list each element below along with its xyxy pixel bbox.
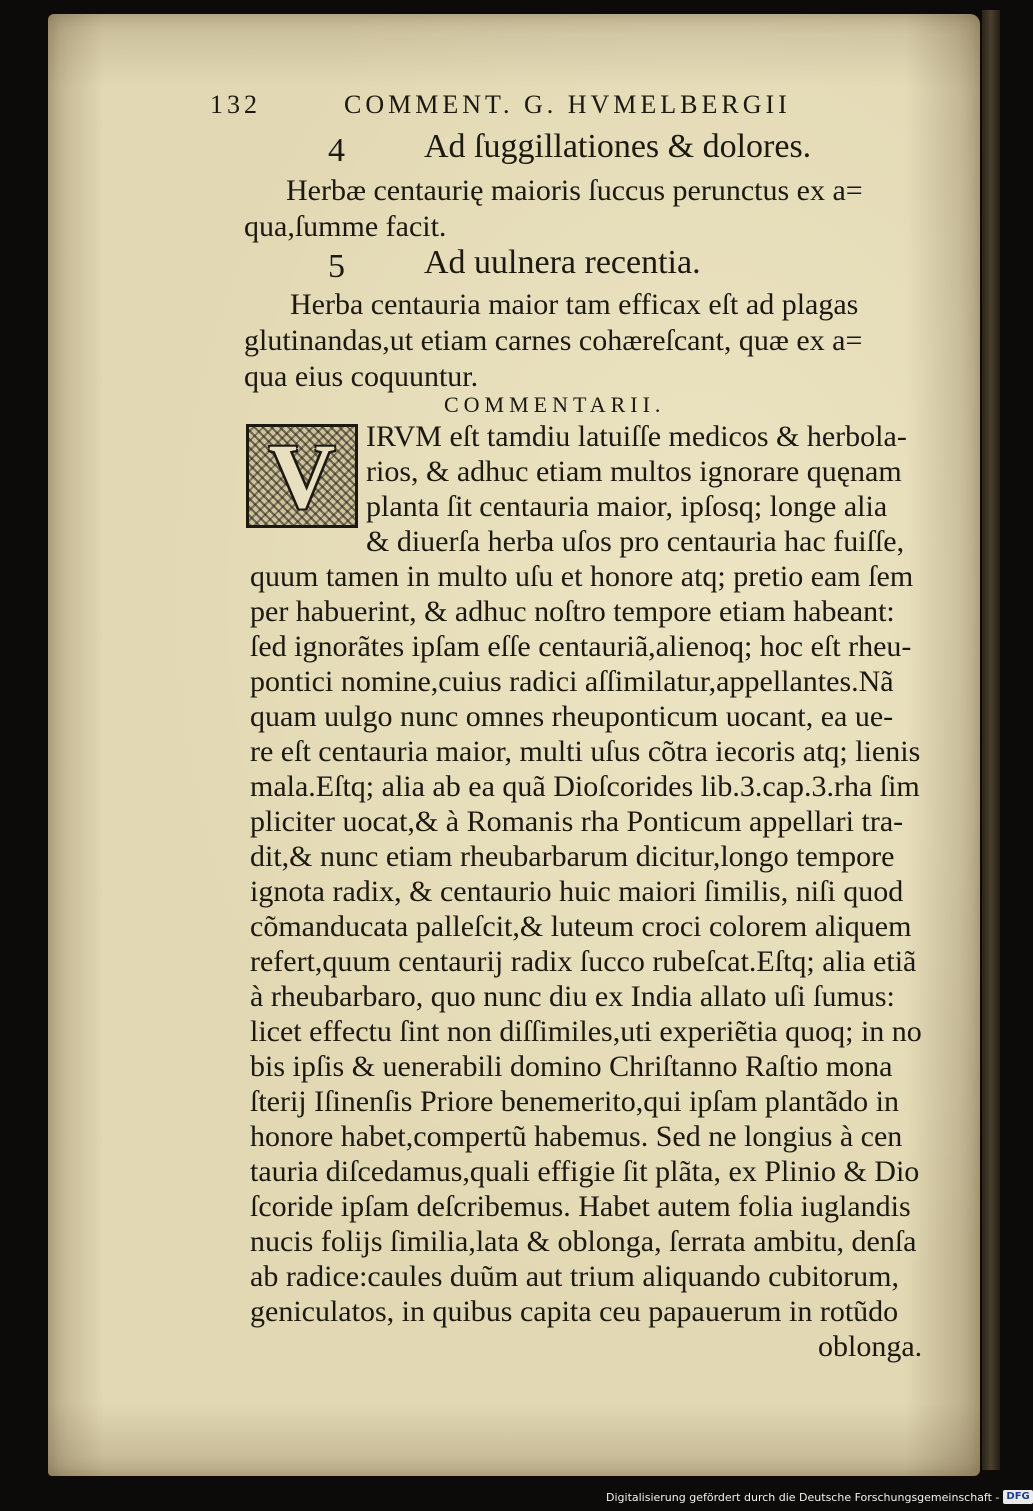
initial-letter: V (268, 425, 336, 527)
commentary-line: rios, & adhuc etiam multos ignorare quęnam (366, 455, 902, 488)
commentary-line: tauria diſcedamus,quali effigie ſit plãta, ex Plinio & Dio (250, 1155, 920, 1188)
decorated-initial (246, 424, 358, 528)
digitization-credit (606, 1489, 1033, 1505)
commentary-line: nucis folijs ſimilia,lata & oblonga, ſerrata ambitu, denſa (250, 1225, 917, 1258)
commentary-line: honore habet,compertũ habemus. Sed ne longius à cen (250, 1120, 903, 1153)
commentary-line: pliciter uocat,& à Romanis rha Ponticum appellari tra- (250, 805, 904, 838)
section-heading: Ad uulnera recentia. (424, 244, 701, 281)
commentary-line: licet effectu ſint non diſſimiles,uti experiẽtia quoq; in no (250, 1015, 922, 1048)
section-text-line: qua eius coquuntur. (244, 360, 479, 393)
section-heading: Ad ſuggillationes & dolores. (424, 128, 812, 165)
commentary-title: COMMENTARII. (444, 392, 666, 417)
section-number: 4 (328, 132, 345, 169)
commentary-line: ſterij Iſinenſis Priore benemerito,qui ipſam plantãdo in (250, 1085, 900, 1118)
running-title: COMMENT. G. HVMELBERGII (344, 90, 791, 119)
commentary-line: ſed ignorãtes ipſam eſſe centauriã,alienoq; hoc eſt rheu- (250, 630, 912, 663)
commentary-line: ab radice:caules duũm aut trium aliquando cubitorum, (250, 1260, 899, 1293)
commentary-line: re eſt centauria maior, multi uſus cõtra iecoris atq; lienis (250, 735, 921, 768)
book-cover-edge (982, 10, 1000, 1470)
commentary-line: dit,& nunc etiam rheubarbarum dicitur,longo tempore (250, 840, 895, 873)
commentary-line: pontici nomine,cuius radici aſſimilatur,appellantes.Nã (250, 665, 894, 698)
dfg-logo: DFG (1003, 1490, 1032, 1504)
commentary-line: geniculatos, in quibus capita ceu papauerum in rotũdo (250, 1295, 899, 1328)
commentary-line: & diuerſa herba uſos pro centauria hac fuiſſe, (366, 525, 905, 558)
section-number: 5 (328, 248, 345, 285)
commentary-line: refert,quum centaurij radix ſucco rubeſcat.Eſtq; alia etiã (250, 945, 917, 978)
commentary-line: planta ſit centauria maior, ipſosq; longe alia (366, 490, 888, 523)
section-text-line: qua,ſumme facit. (244, 210, 447, 243)
section-text-line: Herbæ centaurię maioris ſuccus perunctus ex a= (286, 174, 863, 207)
commentary-line: bis ipſis & uenerabili domino Chriſtanno Raſtio mona (250, 1050, 893, 1083)
commentary-line: quum tamen in multo uſu et honore atq; pretio eam ſem (250, 560, 914, 593)
section-text-line: glutinandas,ut etiam carnes cohæreſcant, quæ ex a= (244, 324, 863, 357)
section-text-line: Herba centauria maior tam efficax eſt ad plagas (290, 288, 859, 321)
commentary-line: cõmanducata palleſcit,& luteum croci colorem aliquem (250, 910, 912, 943)
commentary-line: quam uulgo nunc omnes rheuponticum uocant, ea ue- (250, 700, 894, 733)
commentary-line: ſcoride ipſam deſcribemus. Habet autem folia iuglandis (250, 1190, 911, 1223)
commentary-line: oblonga. (818, 1330, 923, 1363)
commentary-line: per habuerint, & adhuc noſtro tempore etiam habeant: (250, 595, 895, 628)
commentary-line: mala.Eſtq; alia ab ea quã Dioſcorides lib.3.cap.3.rha ſim (250, 770, 920, 803)
commentary-line: ignota radix, & centaurio huic maiori ſimilis, niſi quod (250, 875, 904, 908)
page-number: 132 (210, 90, 261, 119)
commentary-line: IRVM eſt tamdiu latuiſſe medicos & herbola- (366, 420, 907, 453)
credit-text: Digitalisierung gefördert durch die Deutsche Forschungsgemeinschaft - (606, 1490, 1000, 1504)
commentary-line: à rheubarbaro, quo nunc diu ex India allato uſi ſumus: (250, 980, 895, 1013)
